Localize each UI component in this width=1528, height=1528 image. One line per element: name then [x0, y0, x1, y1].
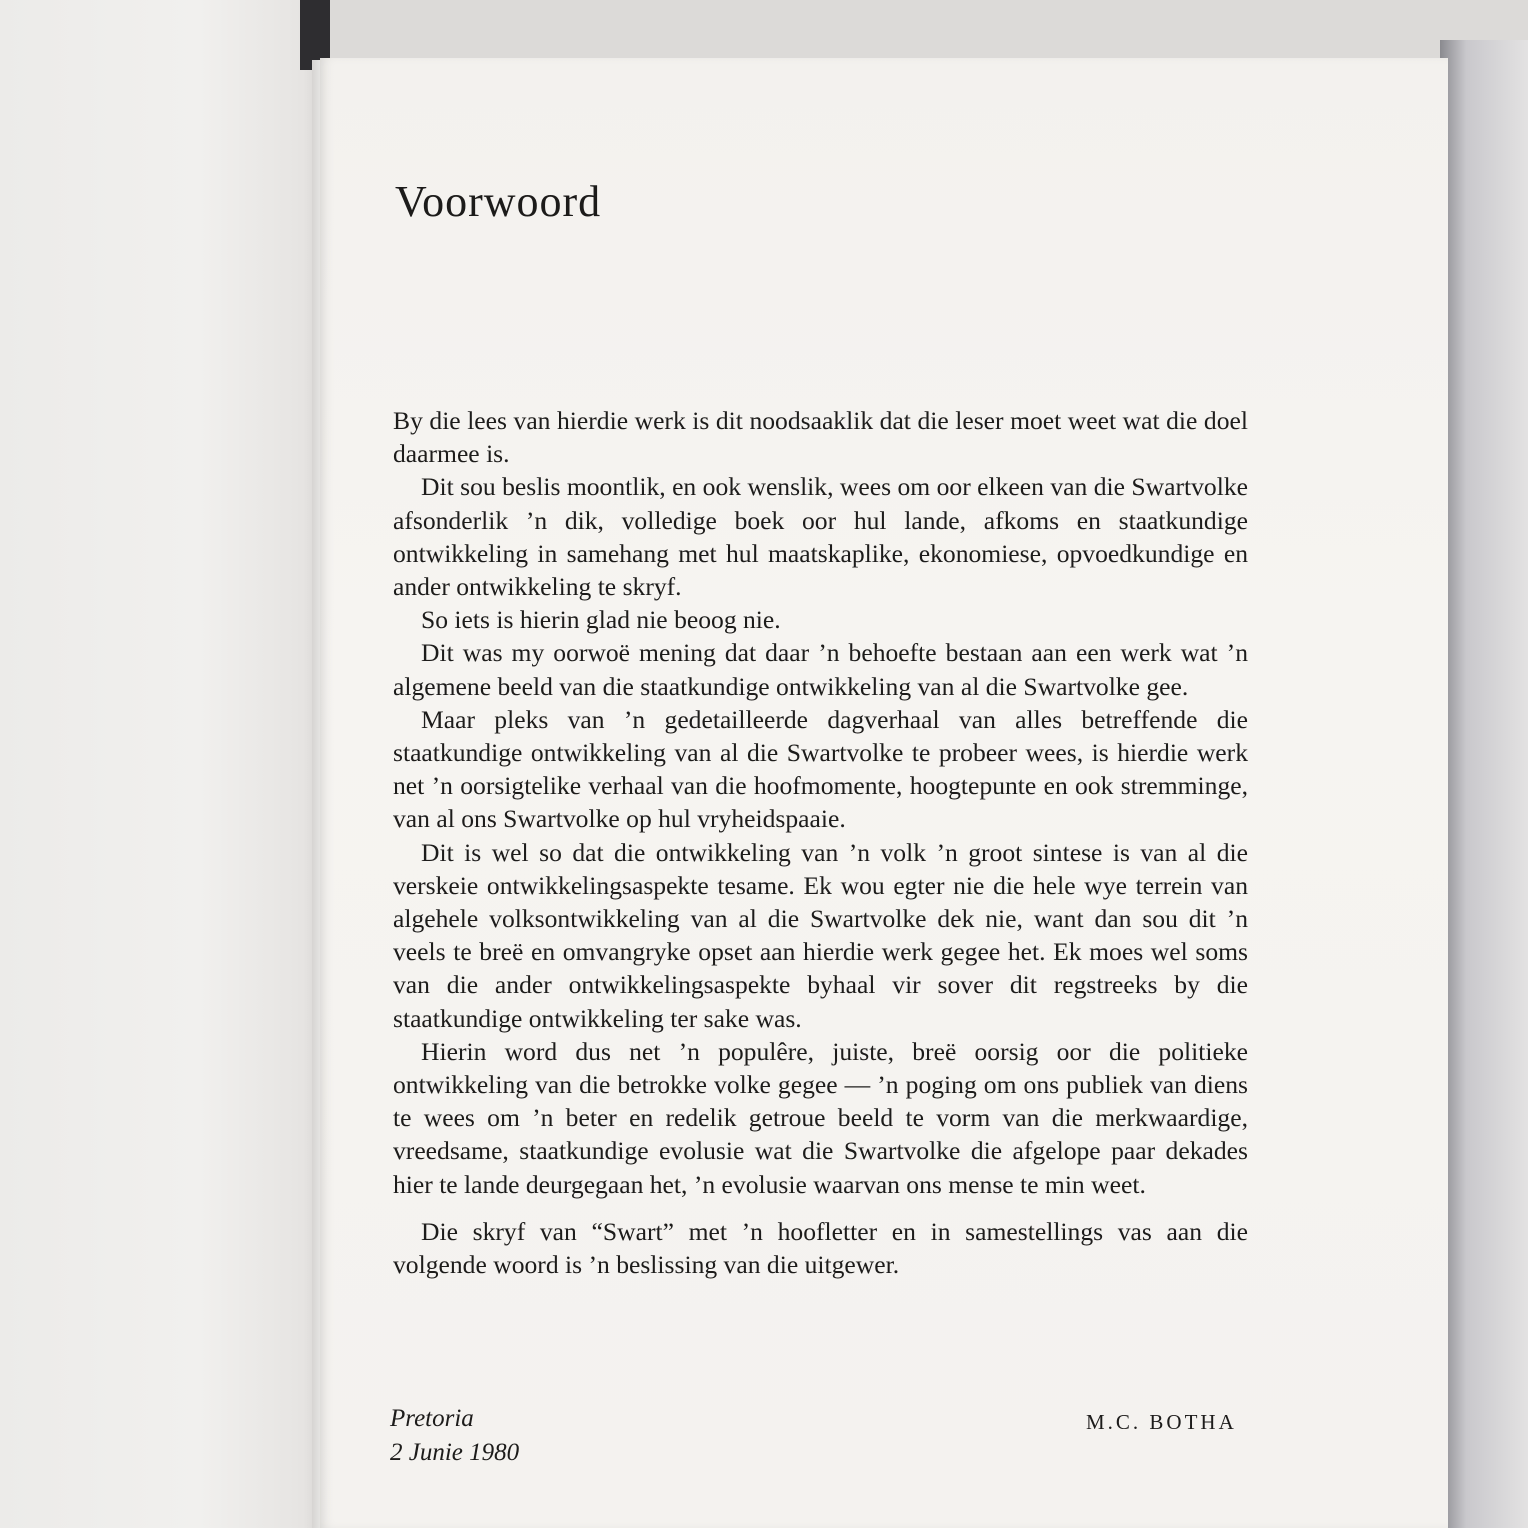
- paragraph-4: Dit was my oorwoë mening dat daar ’n behoefte bestaan aan een werk wat ’n algemene beeld van die staatkundige ontwikkeling van al die Swartvolke gee.: [393, 638, 1248, 701]
- signature-place: Pretoria: [390, 1405, 474, 1432]
- paragraph-1: By die lees van hierdie werk is dit noodsaaklik dat die leser moet weet wat die doel daarmee is.: [393, 406, 1248, 469]
- foreword-body: [393, 404, 1248, 1281]
- signature-place-date: [390, 1402, 519, 1470]
- paragraph-2: Dit sou beslis moontlik, en ook wenslik, wees om oor elkeen van die Swartvolke afsonderlik ’n dik, volledige boek oor hul lande, afkoms en staatkundige ontwikkeling in samehang met hul maatskaplike, ekonomiese, opvoedkundige en ander ontwikkeling te skryf.: [393, 472, 1248, 602]
- paragraph-6: Dit is wel so dat die ontwikkeling van ’n volk ’n groot sintese is van al die verskeie ontwikkelingsaspekte tesame. Ek wou egter nie die hele wye terrein van algehele volksontwikkeling van al die Swartvolke dek nie, want dan sou dit ’n veels te breë en omvangryke opset aan hierdie werk gegee het. Ek moes wel soms van die ander ontwikkelingsaspekte byhaal vir sover dit regstreeks by die staatkundige ontwikkeling ter sake was.: [393, 837, 1248, 1033]
- signature-author: M.C. BOTHA: [1086, 1410, 1237, 1434]
- paragraph-7: Hierin word dus net ’n populêre, juiste, breë oorsig oor die politieke ontwikkeling van die betrokke volke gegee — ’n poging om ons publiek van diens te wees om ’n beter en redelik getroue beeld te vorm van die merkwaardige, vreedsame, staatkundige evolusie wat die Swartvolke die afgelope paar dekades hier te lande deurgegaan het, ’n evolusie waarvan ons mense te min weet.: [393, 1036, 1248, 1199]
- left-page: [0, 0, 330, 1528]
- back-cover: [1440, 40, 1528, 1528]
- paragraph-3: So iets is hierin glad nie beoog nie.: [421, 605, 781, 635]
- paragraph-8: Die skryf van “Swart” met ’n hoofletter en in samestellings vas aan die volgende woord is ’n beslissing van die uitgewer.: [393, 1216, 1248, 1280]
- paragraph-5: Maar pleks van ’n gedetailleerde dagverhaal van alles betreffende die staatkundige ontwikkeling van al die Swartvolke te probeer wees, is hierdie werk net ’n oorsigtelike verhaal van die hoofmomente, hoogtepunte en ook stremminge, van al ons Swartvolke op hul vryheidspaaie.: [393, 704, 1248, 834]
- signature-date: 2 Junie 1980: [390, 1439, 520, 1466]
- page-title: Voorwoord: [395, 177, 602, 226]
